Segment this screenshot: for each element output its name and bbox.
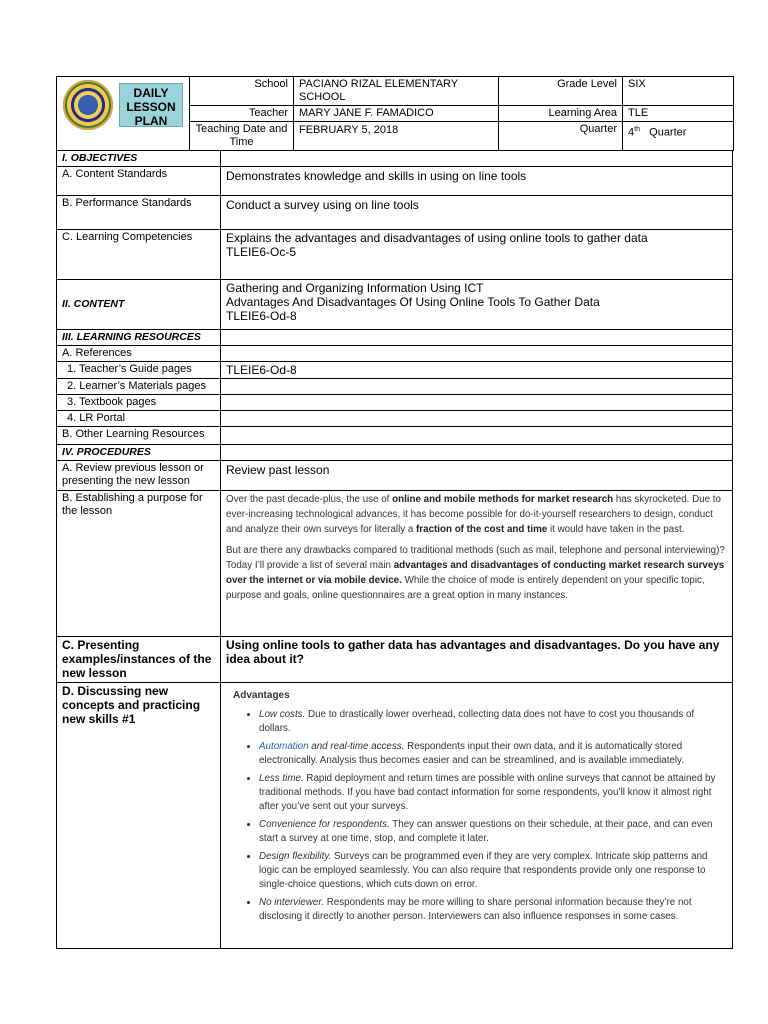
advantage-item: • Design flexibility. Surveys can be programmed even if they are very complex. Intricate skip patterns and logic can be employed seamlessly. You can also require that respondents provide only one response to single-choice questions, which cuts down on error.	[259, 850, 722, 893]
learning-competencies-cell	[221, 230, 733, 280]
advantage-item: • Automation and real-time access. Respondents input their own data, and it is automatically stored electronically. Analysis thus becomes easier and can be streamlined, and is available immediately.	[259, 740, 722, 769]
advantages-list	[233, 708, 722, 925]
automation-link[interactable]: Automation	[259, 740, 309, 752]
advantages-cell	[221, 683, 733, 949]
other-resources-label: B. Other Learning Resources	[57, 427, 221, 445]
quarter-label: Quarter	[499, 122, 623, 151]
presenting-examples-value: Using online tools to gather data has advantages and disadvantages. Do you have any idea about it?	[221, 637, 733, 683]
body-table	[56, 150, 733, 949]
grade-value: SIX	[623, 77, 734, 106]
content-standards-label: A. Content Standards	[57, 167, 221, 196]
review-lesson-label: A. Review previous lesson or presenting the new lesson	[57, 461, 221, 491]
teachers-guide-label: 1. Teacher’s Guide pages	[57, 362, 221, 379]
textbook-pages-label: 3. Textbook pages	[57, 395, 221, 411]
learning-area-label: Learning Area	[499, 106, 623, 122]
establishing-purpose-article	[221, 491, 733, 637]
content-standards-value: Demonstrates knowledge and skills in using on line tools	[221, 167, 733, 196]
learning-competencies-label: C. Learning Competencies	[57, 230, 221, 280]
competency-code: TLEIE6-Oc-5	[226, 245, 297, 259]
school-value: PACIANO RIZAL ELEMENTARY SCHOOL	[294, 77, 499, 106]
establishing-purpose-label: B. Establishing a purpose for the lesson	[57, 491, 221, 637]
advantage-item: • Less time. Rapid deployment and return times are possible with online surveys that cannot be attained by traditional methods. If you have bad contact information for some respondents, you’ll know it almost right after you’ve sent out your surveys.	[259, 772, 722, 815]
logo-cell	[57, 77, 190, 151]
content-heading: II. CONTENT	[57, 280, 221, 330]
daily-lesson-plan-logo: DAILY LESSON PLAN	[119, 83, 183, 127]
article-paragraph-2: But are there any drawbacks compared to traditional methods (such as mail, telephone and personal interviewing)? Today I’ll provide a list of several main advantages and disadvantages of conducting market research surveys over the internet or via mobile device. While the choice of mode is entirely dependent on your specific topic, purpose and goals, online questionnaires are a great option in many instances.	[226, 545, 725, 601]
learning-resources-heading: III. LEARNING RESOURCES	[57, 330, 221, 346]
grade-label: Grade Level	[499, 77, 623, 106]
discussing-concepts-label: D. Discussing new concepts and practicing new skills #1	[57, 683, 221, 949]
objectives-heading: I. OBJECTIVES	[57, 151, 221, 167]
learning-area-value: TLE	[623, 106, 734, 122]
lr-portal-label: 4. LR Portal	[57, 411, 221, 427]
learning-competencies-value: Explains the advantages and disadvantages of using online tools to gather data	[226, 231, 648, 245]
teachers-guide-value: TLEIE6-Od-8	[221, 362, 733, 379]
teaching-date-value: FEBRUARY 5, 2018	[294, 122, 499, 151]
lesson-plan-page	[56, 76, 733, 949]
advantage-item: • Convenience for respondents. They can answer questions on their schedule, at their pace, and can even start a survey at one time, stop, and complete it later.	[259, 818, 722, 847]
performance-standards-label: B. Performance Standards	[57, 196, 221, 230]
performance-standards-value: Conduct a survey using on line tools	[221, 196, 733, 230]
learners-materials-label: 2. Learner’s Materials pages	[57, 379, 221, 395]
teacher-label: Teacher	[190, 106, 294, 122]
procedures-heading: IV. PROCEDURES	[57, 445, 221, 461]
school-label: School	[190, 77, 294, 106]
teacher-value: MARY JANE F. FAMADICO	[294, 106, 499, 122]
advantage-item: • Low costs. Due to drastically lower overhead, collecting data does not have to cost you thousands of dollars.	[259, 708, 722, 737]
article-paragraph-1: Over the past decade-plus, the use of online and mobile methods for market research has skyrocketed. Due to ever-increasing technological advances, it has become possible for do-it-yourself researchers to design, conduct and analyze their own surveys for literally a fraction of the cost and time it would have taken in the past.	[226, 494, 721, 535]
presenting-examples-label: C. Presenting examples/instances of the new lesson	[57, 637, 221, 683]
quarter-value: 4th Quarter	[623, 122, 734, 151]
header-table	[56, 76, 734, 151]
advantage-item: • No interviewer. Respondents may be more willing to share personal information because they’re not disclosing it directly to another person. Interviewers can also influence responses in some cases.	[259, 896, 722, 925]
content-cell: Gathering and Organizing Information Using ICT Advantages And Disadvantages Of Using Online Tools To Gather Data TLEIE6-Od-8	[221, 280, 733, 330]
teaching-date-label: Teaching Date and Time	[190, 122, 294, 151]
advantages-heading: Advantages	[233, 690, 290, 701]
references-label: A. References	[57, 346, 221, 362]
review-lesson-value: Review past lesson	[221, 461, 733, 491]
